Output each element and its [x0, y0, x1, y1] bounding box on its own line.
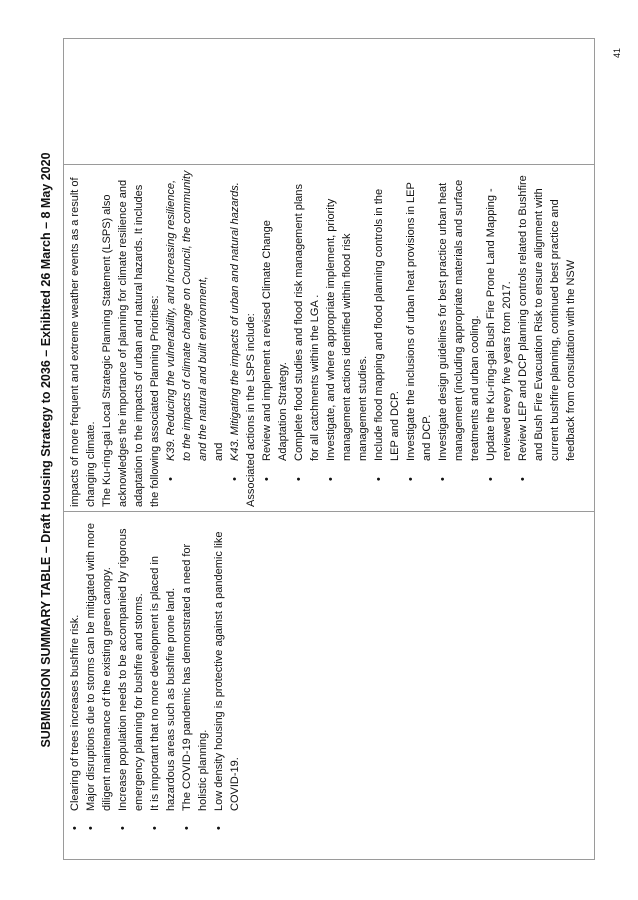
list-item: • Include flood mapping and flood planning controls in the LEP and DCP.: [371, 169, 403, 507]
list-item: • Investigate design guidelines for best practice urban heat management (including appropriate materials and surface treatments and urban cooling.: [435, 169, 483, 507]
priority-joiner: and: [213, 442, 225, 461]
page-title: SUBMISSION SUMMARY TABLE – Draft Housing Strategy to 2036 – Exhibited 26 March – 8 May 2020: [39, 152, 53, 748]
priorities-list-2: [227, 169, 243, 507]
list-item: • Review LEP and DCP planning controls related to Bushfire and Bush Fire Evacuation Risk to ensure alignment with current bushfire planning, continued best practice and feedback from consultation with the NSW: [515, 169, 579, 507]
list-item: • Clearing of trees increases bushfire risk.: [67, 516, 83, 855]
list-item: • Investigate the inclusions of urban heat provisions in LEP and DCP.: [403, 169, 435, 507]
actions-heading: Associated actions in the LSPS include:: [245, 313, 257, 507]
submission-table: [63, 38, 595, 860]
response-cell: [64, 164, 594, 511]
priority-k39: • K39. Reducing the vulnerability, and increasing resilience, to the impacts of climate change on Council, the community and the natural and built environment,: [163, 169, 211, 507]
list-item: • Update the Ku-ring-gai Bush Fire Prone Land Mapping - reviewed every five years from 2017.: [483, 169, 515, 507]
issues-list: [67, 516, 243, 855]
list-item: • Increase population needs to be accompanied by rigorous emergency planning for bushfire and storms.: [115, 516, 147, 855]
response-intro: impacts of more frequent and extreme weather events as a result of changing climate.: [69, 177, 97, 507]
submission-issues-cell: [64, 511, 594, 859]
list-item: • The COVID-19 pandemic has demonstrated a need for holistic planning.: [179, 516, 211, 855]
list-item: • Investigate, and where appropriate implement, priority management actions identified within flood risk management studies.: [323, 169, 371, 507]
page-number: 41: [612, 47, 622, 58]
priority-k43: • K43. Mitigating the impacts of urban and natural hazards.: [227, 169, 243, 507]
list-item: • Low density housing is protective against a pandemic like COVID-19.: [211, 516, 243, 855]
priorities-list: [163, 169, 211, 507]
list-item: • Complete flood studies and flood risk management plans for all catchments within the LGA .: [291, 169, 323, 507]
list-item: • Review and implement a revised Climate Change Adaptation Strategy.: [259, 169, 291, 507]
empty-cell: [64, 39, 594, 164]
actions-list: [259, 169, 579, 507]
lsps-paragraph: The Ku-ring-gai Local Strategic Planning Statement (LSPS) also acknowledges the importance of planning for climate resilience and adaptation to the impacts of urban and natural hazards. It includes the following associated Planning Priorities:: [101, 179, 161, 507]
list-item: • Major disruptions due to storms can be mitigated with more diligent maintenance of the existing green canopy.: [83, 516, 115, 855]
list-item: • It is important that no more development is placed in hazardous areas such as bushfire prone land.: [147, 516, 179, 855]
